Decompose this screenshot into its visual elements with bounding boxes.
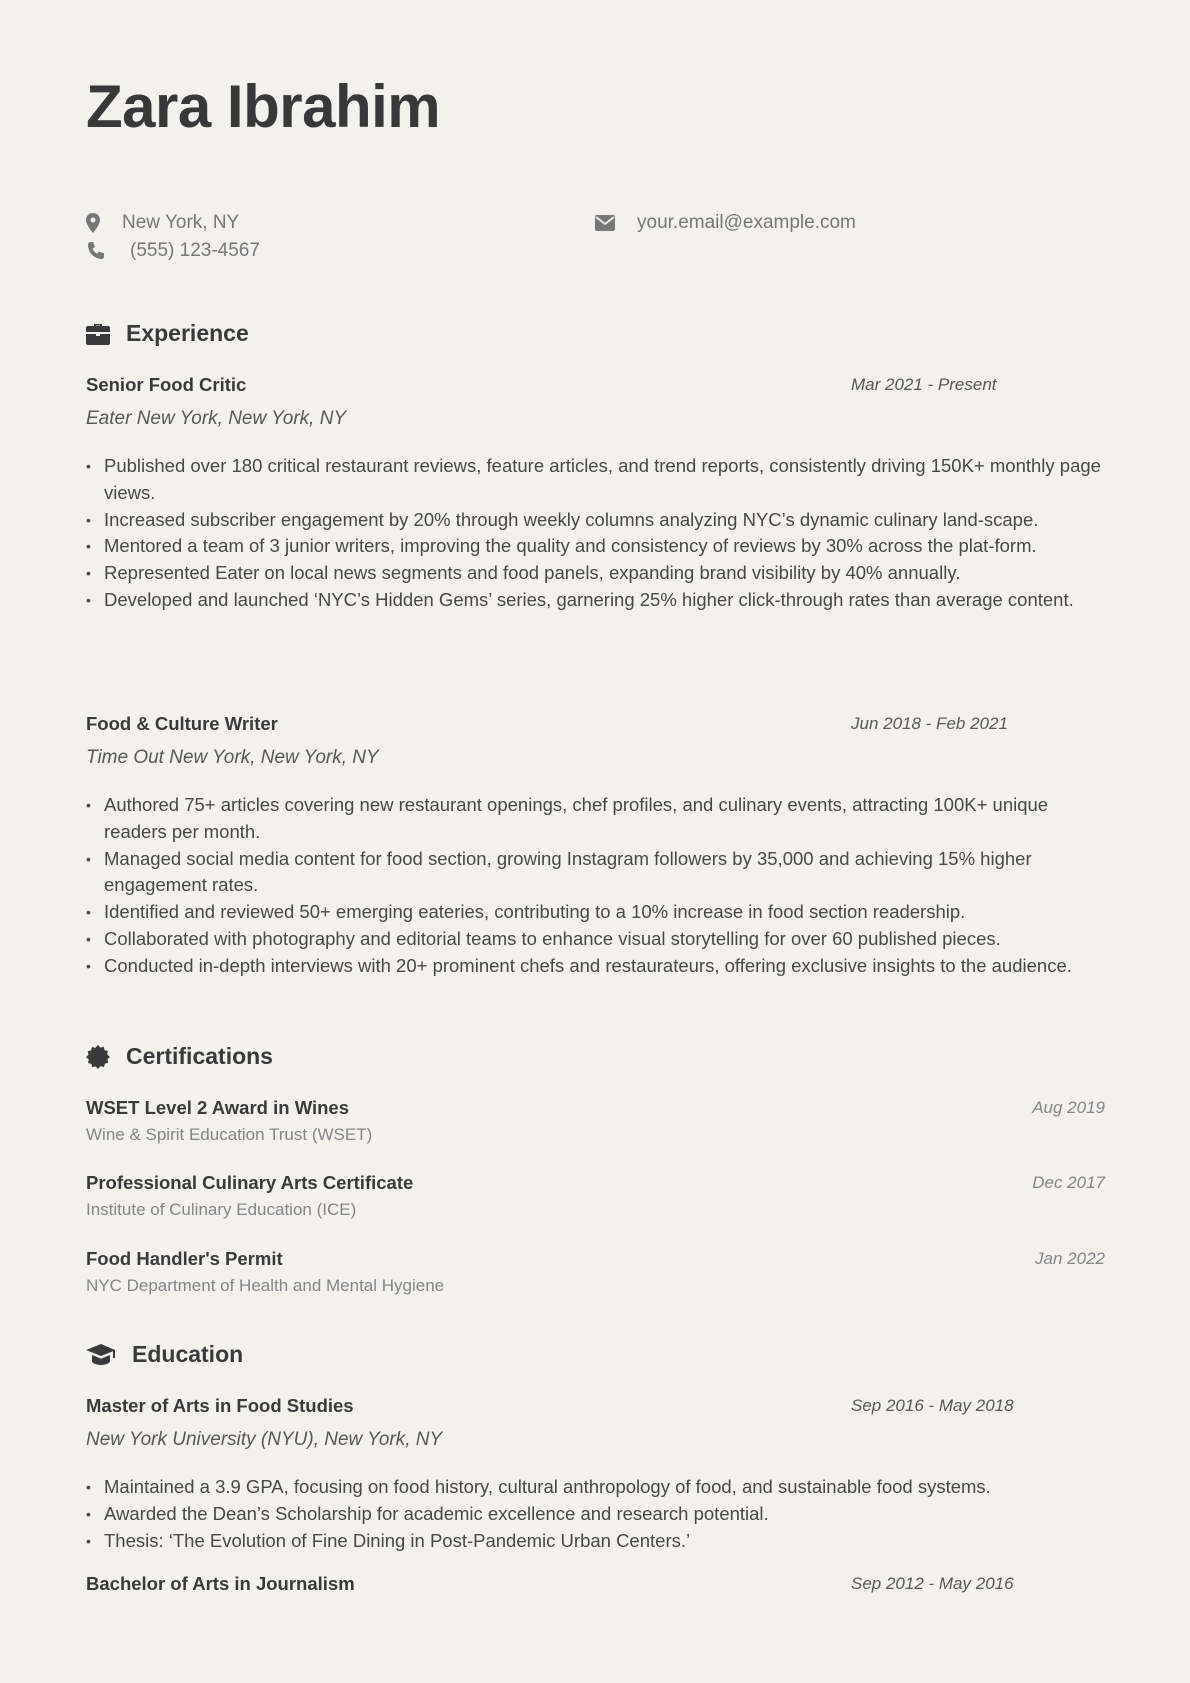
contact-phone xyxy=(86,240,260,262)
bullet: • Authored 75+ articles covering new restaurant openings, chef profiles, and culinary events, attracting 100K+ unique readers per month. xyxy=(86,792,1110,846)
certification-entry xyxy=(86,1096,1110,1146)
education-entry xyxy=(86,1394,1110,1554)
job-date: Jun 2018 - Feb 2021 xyxy=(851,714,1008,733)
degree-title: Master of Arts in Food Studies xyxy=(86,1395,354,1416)
bullet: • Maintained a 3.9 GPA, focusing on food history, cultural anthropology of food, and sustainable food systems. xyxy=(86,1474,1110,1501)
cert-issuer: Wine & Spirit Education Trust (WSET) xyxy=(86,1125,373,1144)
degree-title: Bachelor of Arts in Journalism xyxy=(86,1573,355,1594)
job-bullets xyxy=(86,453,1110,614)
education-heading: Education xyxy=(86,1341,243,1368)
education-entry xyxy=(86,1572,1110,1606)
bullet: • Managed social media content for food section, growing Instagram followers by 35,000 and achieving 15% higher engagement rates. xyxy=(86,846,1110,900)
job-org: Eater New York, New York, NY xyxy=(86,408,347,429)
bullet: • Mentored a team of 3 junior writers, improving the quality and consistency of reviews by 30% across the plat-form. xyxy=(86,533,1110,560)
bullet: • Developed and launched ‘NYC’s Hidden Gems’ series, garnering 25% higher click-through rates than average content. xyxy=(86,587,1110,614)
job-title: Senior Food Critic xyxy=(86,374,247,395)
phone-text: (555) 123-4567 xyxy=(130,240,260,261)
bullet: • Thesis: ‘The Evolution of Fine Dining in Post-Pandemic Urban Centers.’ xyxy=(86,1528,1110,1555)
bullet: • Represented Eater on local news segments and food panels, expanding brand visibility by 40% annually. xyxy=(86,560,1110,587)
cert-date: Jan 2022 xyxy=(1035,1249,1105,1268)
bullet: • Published over 180 critical restaurant reviews, feature articles, and trend reports, consistently driving 150K+ monthly page views. xyxy=(86,453,1110,507)
certifications-heading: Certifications xyxy=(86,1043,273,1070)
job-entry xyxy=(86,712,1110,980)
email-text[interactable]: your.email@example.com xyxy=(637,212,856,233)
education-date: Sep 2012 - May 2016 xyxy=(851,1574,1014,1593)
graduation-cap-icon xyxy=(86,1344,116,1366)
job-title: Food & Culture Writer xyxy=(86,713,278,734)
location-text: New York, NY xyxy=(122,212,240,233)
education-bullets xyxy=(86,1474,1110,1554)
map-pin-icon xyxy=(86,213,100,233)
cert-title: Food Handler's Permit xyxy=(86,1248,283,1269)
job-date: Mar 2021 - Present xyxy=(851,375,997,394)
contact-location xyxy=(86,212,239,234)
envelope-icon xyxy=(595,215,615,231)
bullet: • Increased subscriber engagement by 20% through weekly columns analyzing NYC’s dynamic culinary land-scape. xyxy=(86,507,1110,534)
job-bullets xyxy=(86,792,1110,980)
cert-issuer: NYC Department of Health and Mental Hygiene xyxy=(86,1276,445,1295)
phone-icon xyxy=(86,241,106,261)
cert-title: Professional Culinary Arts Certificate xyxy=(86,1172,414,1193)
cert-issuer: Institute of Culinary Education (ICE) xyxy=(86,1200,357,1219)
cert-date: Aug 2019 xyxy=(1032,1098,1105,1117)
bullet: • Identified and reviewed 50+ emerging eateries, contributing to a 10% increase in food section readership. xyxy=(86,899,1110,926)
certification-entry xyxy=(86,1171,1110,1221)
candidate-name: Zara Ibrahim xyxy=(86,73,441,140)
school: New York University (NYU), New York, NY xyxy=(86,1429,443,1450)
job-org: Time Out New York, New York, NY xyxy=(86,747,379,768)
cert-title: WSET Level 2 Award in Wines xyxy=(86,1097,350,1118)
education-date: Sep 2016 - May 2018 xyxy=(851,1396,1014,1415)
cert-date: Dec 2017 xyxy=(1032,1173,1105,1192)
contact-email xyxy=(595,212,856,234)
bullet: • Awarded the Dean’s Scholarship for academic excellence and research potential. xyxy=(86,1501,1110,1528)
experience-heading: Experience xyxy=(86,320,249,347)
briefcase-icon xyxy=(86,323,110,345)
job-entry xyxy=(86,373,1110,614)
certification-entry xyxy=(86,1247,1110,1297)
bullet: • Conducted in-depth interviews with 20+ prominent chefs and restaurateurs, offering exclusive insights to the audience. xyxy=(86,953,1110,980)
bullet: • Collaborated with photography and editorial teams to enhance visual storytelling for over 60 published pieces. xyxy=(86,926,1110,953)
certificate-badge-icon xyxy=(86,1045,110,1069)
